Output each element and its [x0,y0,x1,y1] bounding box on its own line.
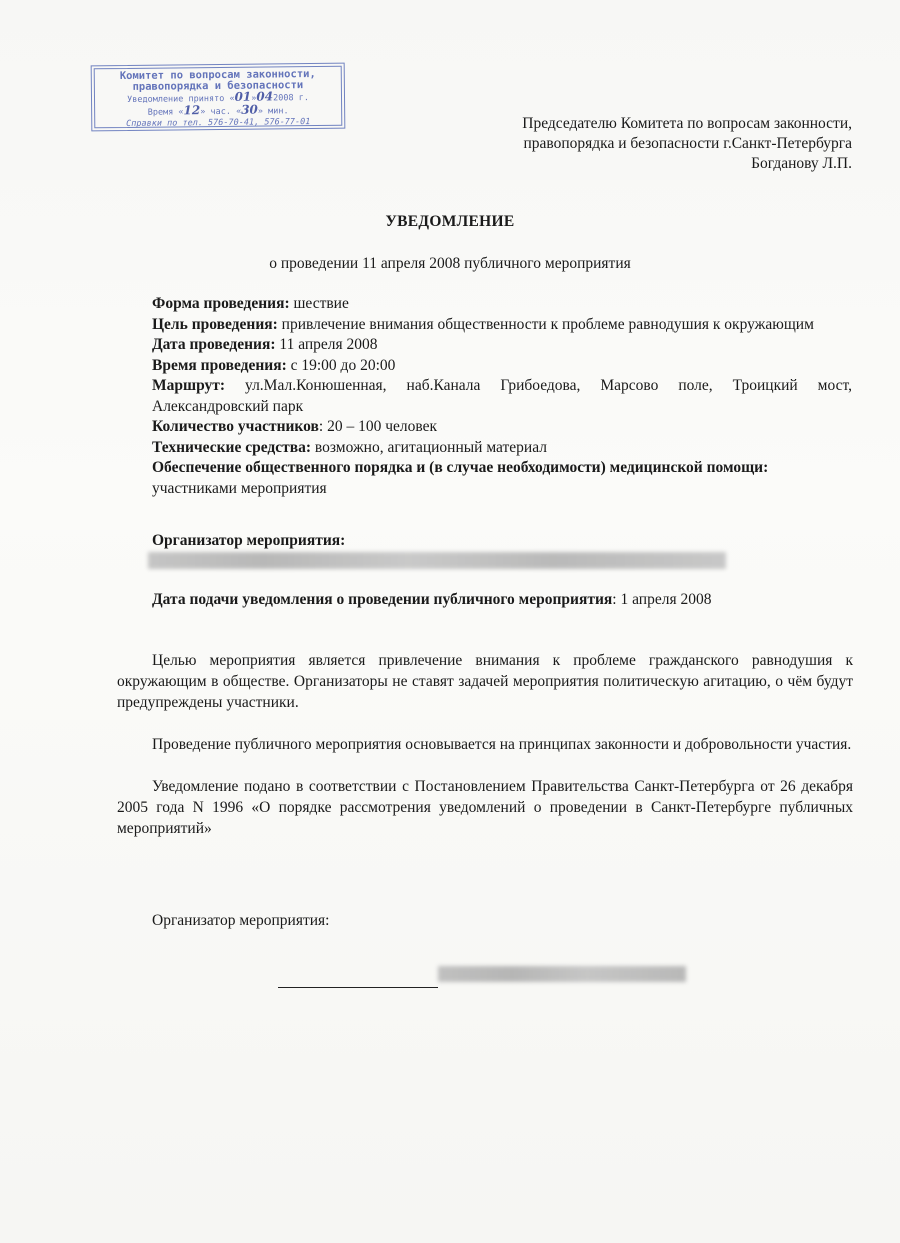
field-form-value: шествие [289,295,349,312]
redacted-organizer-details [148,552,726,569]
filing-date [152,591,711,609]
addressee-line-2: правопорядка и безопасности г.Санкт-Петербурга [523,135,852,152]
stamp-line-5: Справки по тел. 576-70-41, 576-77-01 [126,117,311,129]
stamp-line-3-suffix: 2008 г. [273,93,309,104]
field-order-label: Обеспечение общественного порядка и (в случае необходимости) медицинской помощи: [152,459,769,476]
filing-date-value: : 1 апреля 2008 [612,591,712,608]
field-count-label: Количество участников [152,418,319,435]
field-date [152,335,852,356]
stamp-month-handwritten: 04 [256,89,274,104]
field-count [152,417,852,438]
redacted-organizer-name [438,966,686,982]
stamp-line-3 [92,91,344,107]
signature-label: Организатор мероприятия: [152,912,330,929]
field-tech-value: возможно, агитационный материал [311,438,547,456]
stamp-line-2: правопорядка и безопасности [132,79,304,93]
field-time-label: Время проведения: [152,356,287,374]
field-goal-value: привлечение внимания общественности к проблеме равнодушия к окружающим [277,315,814,333]
field-tech-label: Технические средства: [152,438,312,456]
field-order-value: участниками мероприятия [152,479,327,497]
addressee-block [472,114,852,174]
field-route-value: ул.Мал.Конюшенная, наб.Канала Грибоедова, Марсово поле, Троицкий мост, Александровский парк [152,377,852,415]
field-time-value: с 19:00 до 20:00 [286,356,396,374]
stamp-line-4-suffix: » мин. [257,106,289,117]
field-form [152,294,852,315]
stamp-line-4-prefix: Время « [147,107,184,118]
stamp-hour-handwritten: 12 [183,103,201,118]
stamp-line-3-mid: » [251,93,257,104]
field-count-value: : 20 – 100 человек [318,418,437,435]
body-paragraph-3: Уведомление подано в соответствии с Постановлением Правительства Санкт-Петербурга от 26 декабря 2005 года N 1996 «О порядке рассмотрения уведомлений о проведении в Санкт-Петербурге публичных мероприятий» [117,778,853,837]
organizer-heading: Организатор мероприятия: [152,532,346,549]
field-date-value: 11 апреля 2008 [275,336,378,353]
stamp-day-handwritten: 01 [234,89,252,104]
stamp-line-1: Комитет по вопросам законности, [119,67,316,83]
body-paragraph-1: Целью мероприятия является привлечение внимания к проблеме гражданского равнодушия к окружающим в обществе. Организаторы не ставят задачей мероприятия политическую агитацию, о чём будут предупреждены участники. [117,652,853,711]
field-order [152,458,852,479]
stamp-line-3-prefix: Уведомление принято « [127,93,235,105]
field-route-label: Маршрут: [152,377,226,394]
document-subtitle: о проведении 11 апреля 2008 публичного мероприятия [269,255,631,272]
field-tech [152,438,852,459]
field-form-label: Форма проведения: [152,295,290,312]
field-goal [152,315,852,336]
addressee-line-1: Председателю Комитета по вопросам законности, [522,115,852,132]
committee-stamp [91,63,346,132]
field-date-label: Дата проведения: [152,336,276,353]
stamp-line-4-mid: » час. « [200,106,242,118]
body-paragraph-2: Проведение публичного мероприятия основывается на принципах законности и добровольности участия. [152,736,852,753]
event-fields [152,294,852,499]
field-goal-label: Цель проведения: [152,315,278,333]
field-time [152,356,852,377]
field-route [152,376,852,417]
body-text [117,650,853,860]
stamp-minute-handwritten: 30 [241,102,258,117]
signature-line [278,987,438,988]
filing-date-label: Дата подачи уведомления о проведении публичного мероприятия [152,591,613,608]
addressee-line-3: Богданову Л.П. [751,155,852,172]
document-title: УВЕДОМЛЕНИЕ [385,213,515,230]
